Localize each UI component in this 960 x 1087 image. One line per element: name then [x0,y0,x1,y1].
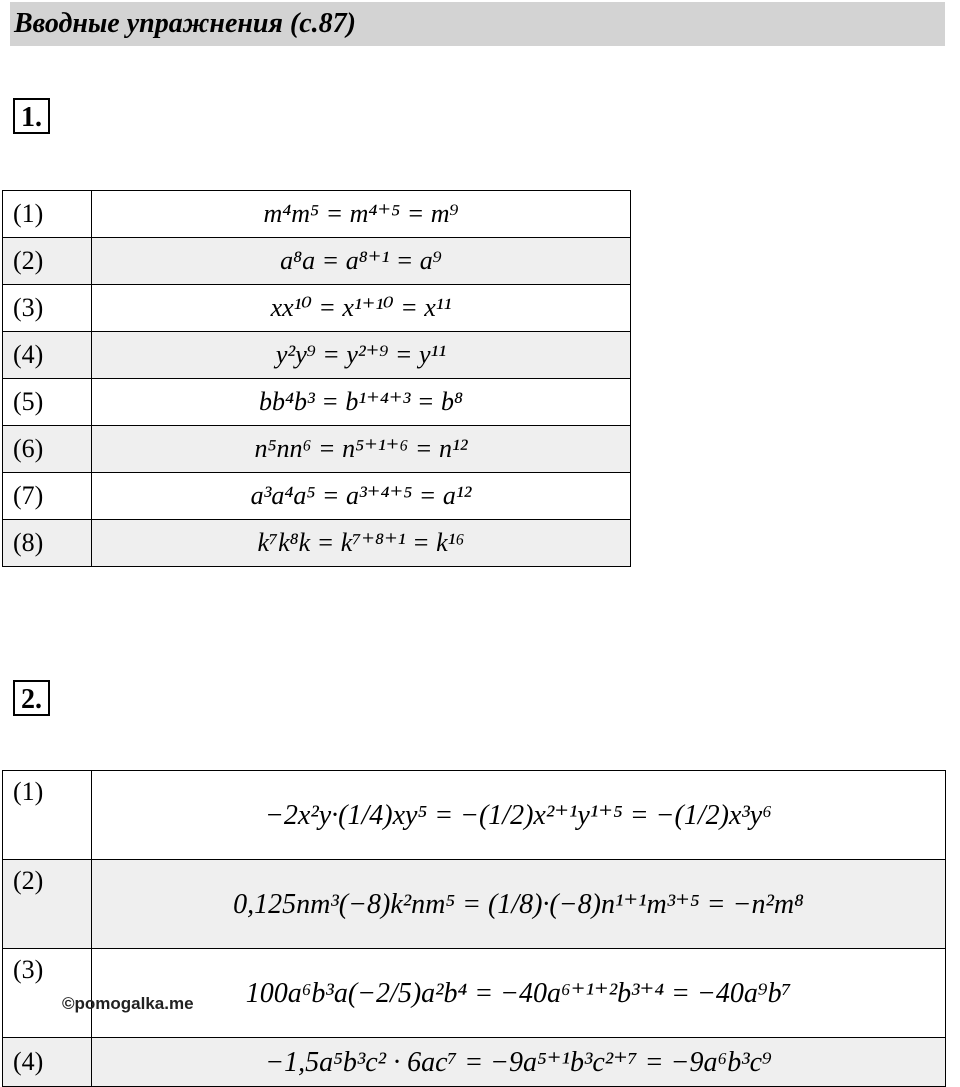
table-row [3,520,631,567]
row-label: (1) [3,191,92,238]
row-expression: −2x²y·(1/4)xy⁵ = −(1/2)x²⁺¹y¹⁺⁵ = −(1/2)x³y⁶ [92,771,946,860]
exercise-2-table [2,770,946,1087]
row-expression: k⁷k⁸k = k⁷⁺⁸⁺¹ = k¹⁶ [92,520,631,567]
exercise-number-1: 1. [13,98,50,134]
table-row [3,426,631,473]
row-expression: a⁸a = a⁸⁺¹ = a⁹ [92,238,631,285]
table-row [3,238,631,285]
row-label: (5) [3,379,92,426]
row-label: (4) [3,332,92,379]
row-label: (2) [3,860,92,949]
page-title: Вводные упражнения (с.87) [10,2,945,46]
table-row [3,771,946,860]
row-expression: 100a⁶b³a(−2/5)a²b⁴ = −40a⁶⁺¹⁺²b³⁺⁴ = −40a⁹b⁷ [92,949,946,1038]
row-expression: 0,125nm³(−8)k²nm⁵ = (1/8)·(−8)n¹⁺¹m³⁺⁵ = −n²m⁸ [92,860,946,949]
row-label: (3) [3,285,92,332]
row-expression: −1,5a⁵b³c² · 6ac⁷ = −9a⁵⁺¹b³c²⁺⁷ = −9a⁶b³c⁹ [92,1038,946,1087]
exercise-number-2: 2. [13,680,50,716]
table-row [3,332,631,379]
row-label: (7) [3,473,92,520]
watermark: ©pomogalka.me [62,994,194,1013]
row-label: (1) [3,771,92,860]
row-label: (2) [3,238,92,285]
row-label: (3) [3,949,92,1038]
row-label: (8) [3,520,92,567]
table-row [3,191,631,238]
table-row [3,860,946,949]
table-row [3,1038,946,1087]
table-row [3,379,631,426]
row-expression: n⁵nn⁶ = n⁵⁺¹⁺⁶ = n¹² [92,426,631,473]
row-expression: xx¹⁰ = x¹⁺¹⁰ = x¹¹ [92,285,631,332]
row-expression: m⁴m⁵ = m⁴⁺⁵ = m⁹ [92,191,631,238]
table-row [3,949,946,1038]
table-row [3,285,631,332]
row-label: (6) [3,426,92,473]
table-row [3,473,631,520]
row-label: (4) [3,1038,92,1087]
row-expression: a³a⁴a⁵ = a³⁺⁴⁺⁵ = a¹² [92,473,631,520]
exercise-1-table [2,190,631,567]
row-expression: y²y⁹ = y²⁺⁹ = y¹¹ [92,332,631,379]
row-expression: bb⁴b³ = b¹⁺⁴⁺³ = b⁸ [92,379,631,426]
